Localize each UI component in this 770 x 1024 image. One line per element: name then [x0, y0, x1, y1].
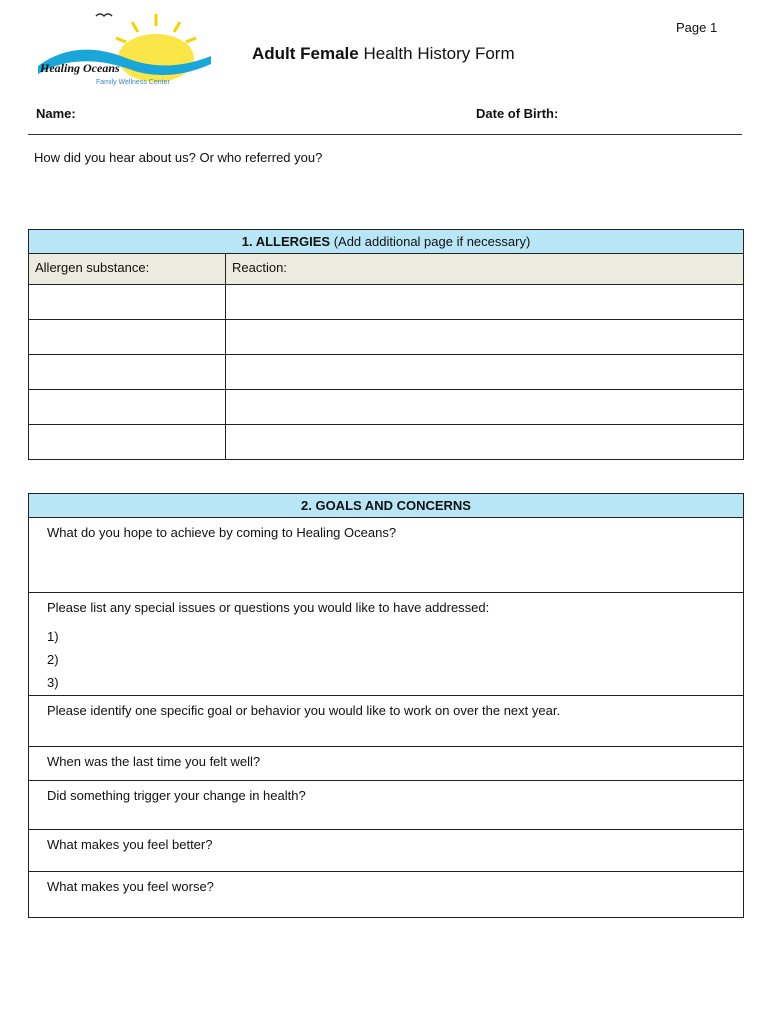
allergies-header-row: [29, 254, 743, 285]
form-title-bold: Adult Female: [252, 44, 359, 63]
allergen-substance-cell[interactable]: [29, 390, 226, 424]
special-issue-item-1: 1): [47, 629, 59, 644]
feel-worse-box[interactable]: [29, 872, 743, 917]
goals-heading: [29, 494, 743, 518]
special-issues-box[interactable]: [29, 593, 743, 696]
allergy-entry-row: [29, 390, 743, 425]
special-issues-question: Please list any special issues or questions you would like to have addressed:: [47, 600, 490, 615]
reaction-cell[interactable]: [226, 355, 743, 389]
page-number: Page 1: [676, 20, 718, 35]
special-issue-item-2: 2): [47, 652, 59, 667]
allergen-substance-cell[interactable]: [29, 425, 226, 459]
healing-oceans-logo: [36, 8, 216, 88]
allergies-table: [28, 229, 744, 460]
last-felt-well-box[interactable]: [29, 747, 743, 781]
allergen-substance-header: Allergen substance:: [29, 254, 226, 284]
special-issue-item-3: 3): [47, 675, 59, 690]
goals-concerns-table: [28, 493, 744, 918]
referral-question: How did you hear about us? Or who referred you?: [34, 150, 323, 165]
seagull-icon: [96, 14, 112, 16]
achieve-question: What do you hope to achieve by coming to Healing Oceans?: [47, 525, 397, 540]
logo-main-text: Healing Oceans: [40, 61, 120, 75]
reaction-cell[interactable]: [226, 390, 743, 424]
reaction-cell[interactable]: [226, 320, 743, 354]
feel-better-box[interactable]: [29, 830, 743, 872]
header-divider: [28, 134, 742, 135]
name-label: Name:: [36, 106, 76, 121]
goals-heading-text: 2. GOALS AND CONCERNS: [301, 498, 471, 513]
health-trigger-box[interactable]: [29, 781, 743, 830]
reaction-cell[interactable]: [226, 285, 743, 319]
special-issues-list: [47, 625, 743, 694]
allergies-heading: [29, 230, 743, 254]
feel-worse-question: What makes you feel worse?: [47, 879, 214, 894]
allergy-entry-row: [29, 355, 743, 390]
date-of-birth-label: Date of Birth:: [476, 106, 559, 121]
reaction-cell[interactable]: [226, 425, 743, 459]
last-felt-well-question: When was the last time you felt well?: [47, 754, 261, 769]
logo-sub-text: Family Wellness Center: [96, 79, 170, 86]
form-title: [252, 44, 515, 64]
allergy-entry-row: [29, 320, 743, 355]
allergen-substance-cell[interactable]: [29, 355, 226, 389]
allergy-entry-row: [29, 285, 743, 320]
allergies-heading-bold: 1. ALLERGIES: [241, 234, 331, 249]
specific-goal-question: Please identify one specific goal or behavior you would like to work on over the next year.: [47, 703, 561, 718]
specific-goal-box[interactable]: [29, 696, 743, 747]
form-title-rest: Health History Form: [358, 44, 515, 63]
allergy-entry-row: [29, 425, 743, 459]
feel-better-question: What makes you feel better?: [47, 837, 213, 852]
achieve-question-box[interactable]: [29, 518, 743, 593]
allergies-heading-note: (Add additional page if necessary): [330, 234, 531, 249]
allergen-substance-cell[interactable]: [29, 285, 226, 319]
health-trigger-question: Did something trigger your change in health?: [47, 788, 306, 803]
reaction-header: Reaction:: [232, 260, 287, 275]
allergen-substance-cell[interactable]: [29, 320, 226, 354]
